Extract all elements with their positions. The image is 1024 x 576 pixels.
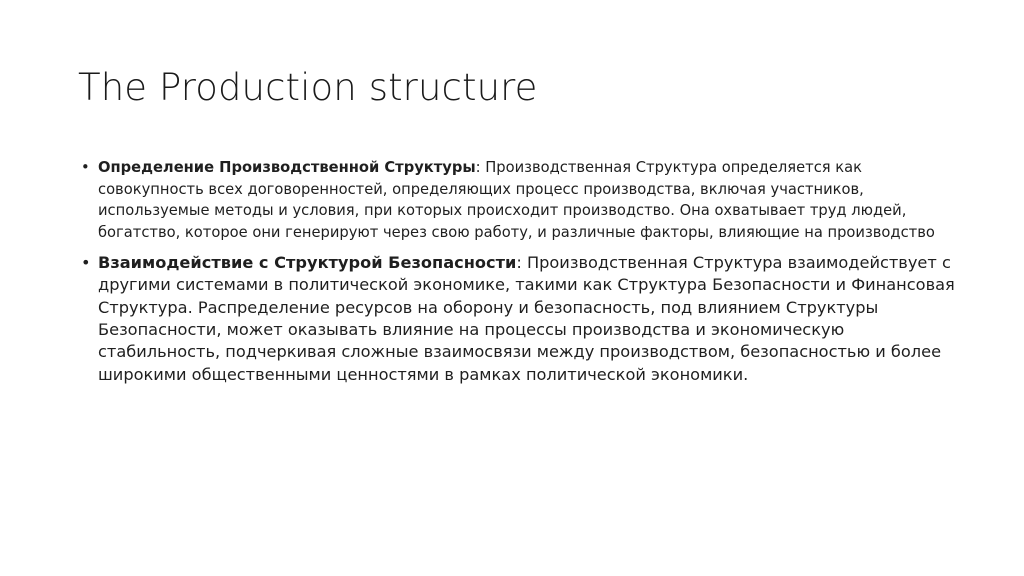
bullet-heading: Определение Производственной Структуры: [98, 159, 476, 176]
bullet-list: [78, 157, 958, 394]
bullet-text: : Производственная Структура определяется как совокупность всех договоренностей, определяющих процесс производства, включая участников, используемые методы и условия, при которых происходит производство. Она охватывает труд людей, богатство, которое они генерируют через свою работу, и различные факторы, влияющие на производство: [98, 159, 935, 242]
bullet-dot-icon: •: [81, 159, 90, 176]
bullet-dot-icon: •: [81, 252, 91, 272]
bullet-text: : Производственная Структура взаимодействует с другими системами в политической экономике, такими как Структура Безопасности и Финансовая Структура. Распределение ресурсов на оборону и безопасность, под влиянием Структуры Безопасности, может оказывать влияние на процессы производства и экономическую стабильность, подчеркивая сложные взаимосвязи между производством, безопасностью и более широкими общественными ценностями в рамках политической экономики.: [98, 252, 955, 384]
bullet-heading: Взаимодействие с Структурой Безопасности: [98, 252, 517, 272]
bullet-item-interaction: [78, 252, 958, 386]
bullet-item-definition: [78, 157, 958, 244]
slide-title: The Production structure: [78, 66, 538, 109]
